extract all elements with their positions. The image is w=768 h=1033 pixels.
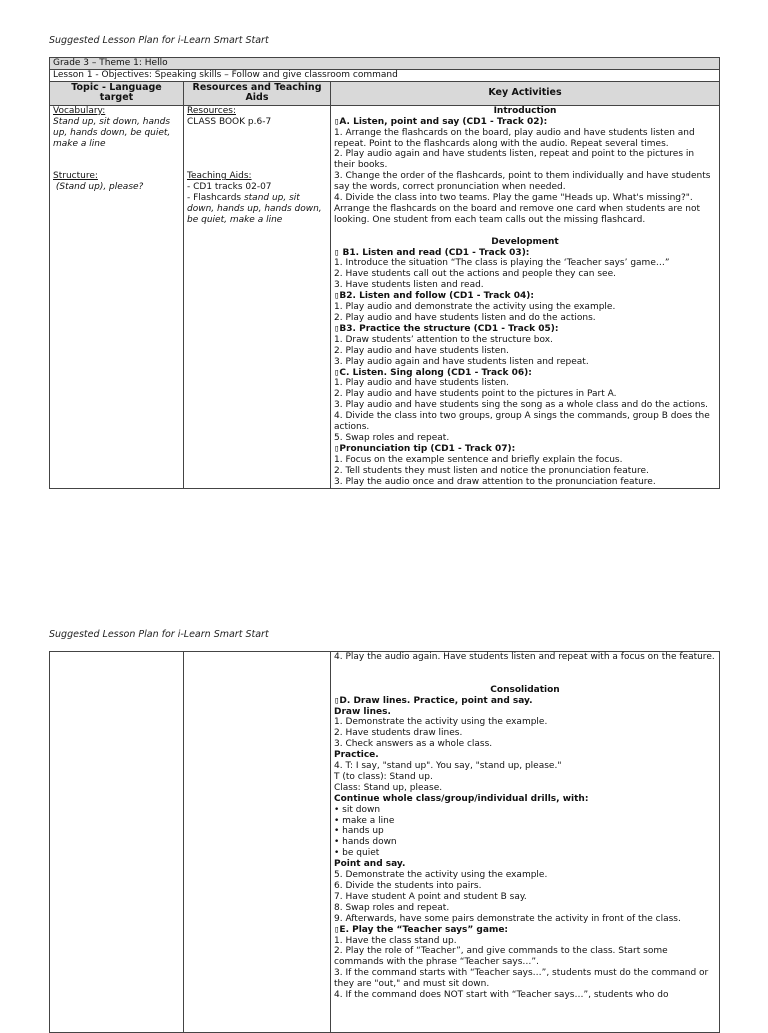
activity-c-heading: ▯C. Listen. Sing along (CD1 - Track 06): xyxy=(334,367,532,378)
pronunciation-tip-heading: ▯Pronunciation tip (CD1 - Track 07): xyxy=(334,443,516,454)
activity-b3-heading: ▯B3. Practice the structure (CD1 - Track 05): xyxy=(334,323,559,334)
draw-lines-steps xyxy=(334,717,716,750)
introduction-title: Introduction xyxy=(493,105,557,116)
activity-b1-heading: ▯ B1. Listen and read (CD1 - Track 03): xyxy=(334,247,530,258)
step-line: 5. Swap roles and repeat. xyxy=(334,432,450,443)
drills-items xyxy=(334,805,716,860)
activity-b2-heading: ▯B2. Listen and follow (CD1 - Track 04): xyxy=(334,291,534,302)
pronunciation-step-4: 4. Play the audio again. Have students listen and repeat with a focus on the feature. xyxy=(334,652,715,662)
step-line: 3. Change the order of the flashcards, point to them individually and have students say the words, correct pronunciation when needed. xyxy=(334,171,711,193)
step-line: 2. Have students draw lines. xyxy=(334,728,463,739)
column-header-activities: Key Activities xyxy=(331,81,720,105)
step-line: 7. Have student A point and student B say. xyxy=(334,891,527,902)
lesson-plan-table xyxy=(49,57,720,489)
step-line: 8. Swap roles and repeat. xyxy=(334,902,450,913)
step-line: 4. Divide the class into two groups, group A sings the commands, group B does the actions. xyxy=(334,411,710,433)
lesson-objective-row: Lesson 1 - Objectives: Speaking skills – Follow and give classroom command xyxy=(50,69,720,81)
resources-title: Resources: xyxy=(187,105,236,116)
activity-e-heading: ▯E. Play the “Teacher says” game: xyxy=(334,924,509,935)
consolidation-title: Consolidation xyxy=(490,684,560,695)
page-header-2: Suggested Lesson Plan for i-Learn Smart Start xyxy=(49,629,269,640)
step-line: T (to class): Stand up. xyxy=(334,771,433,782)
draw-lines-heading: Draw lines. xyxy=(334,706,391,717)
step-line: 6. Divide the students into pairs. xyxy=(334,881,482,891)
step-line: 9. Afterwards, have some pairs demonstrate the activity in front of the class. xyxy=(334,913,681,924)
resources-cell xyxy=(184,105,331,488)
step-line: 1. Play audio and demonstrate the activity using the example. xyxy=(334,302,616,313)
step-line: 2. Have students call out the actions and people they can see. xyxy=(334,269,616,280)
activity-b1-steps xyxy=(334,258,716,291)
teaching-aids-flashcards: - Flashcards stand up, sit down, hands up, hands down, be quiet, make a line xyxy=(187,193,322,225)
step-line: 1. Arrange the flashcards on the board, play audio and have students listen and repeat. Point to the flashcards along with the audio. Repeat several times. xyxy=(334,127,695,149)
step-line: 5. Demonstrate the activity using the example. xyxy=(334,870,548,881)
topic-cell xyxy=(50,105,184,488)
activity-b3-steps xyxy=(334,335,716,368)
step-line: • sit down xyxy=(334,804,381,815)
point-and-say-heading: Point and say. xyxy=(334,859,406,870)
step-line: 3. Play audio again and have students listen and repeat. xyxy=(334,356,589,367)
grade-theme-row: Grade 3 – Theme 1: Hello xyxy=(50,58,720,70)
activity-c-steps xyxy=(334,378,716,443)
step-line: 2. Play audio and have students listen. xyxy=(334,345,509,356)
column-header-topic: Topic - Language target xyxy=(50,81,184,105)
activities-cell xyxy=(331,105,720,488)
lesson-plan-table-continued xyxy=(49,651,720,1033)
practice-heading: Practice. xyxy=(334,750,379,761)
step-line: 1. Play audio and have students listen. xyxy=(334,378,509,389)
step-line: 2. Play audio and have students point to the pictures in Part A. xyxy=(334,389,617,400)
step-line: 4. If the command does NOT start with “Teacher says…”, students who do xyxy=(334,990,669,1001)
teaching-aids-tracks: - CD1 tracks 02-07 xyxy=(187,182,272,193)
teaching-aids-title: Teaching Aids: xyxy=(187,171,252,182)
step-line: 2. Tell students they must listen and notice the pronunciation feature. xyxy=(334,465,649,476)
resources-cell-continued xyxy=(184,652,331,1033)
step-line: 3. Have students listen and read. xyxy=(334,280,484,291)
development-title: Development xyxy=(491,236,559,247)
resources-text: CLASS BOOK p.6-7 xyxy=(187,116,272,127)
step-line: 3. Play audio and have students sing the song as a whole class and do the actions. xyxy=(334,400,709,411)
step-line: 3. Check answers as a whole class. xyxy=(334,739,493,750)
topic-cell-continued xyxy=(50,652,184,1033)
vocabulary-items: Stand up, sit down, hands up, hands down, be quiet, make a line xyxy=(53,116,171,149)
step-line: 2. Play the role of “Teacher”, and give commands to the class. Start some commands with the phrase “Teacher says…”. xyxy=(334,946,668,968)
step-line: 2. Play audio and have students listen and do the actions. xyxy=(334,313,596,324)
step-line: 3. If the command starts with “Teacher says…”, students must do the command or they are "out," and must sit down. xyxy=(334,968,709,990)
practice-steps xyxy=(334,761,716,794)
step-line: 2. Play audio again and have students listen, repeat and point to the pictures in their books. xyxy=(334,149,695,171)
step-line: • make a line xyxy=(334,815,395,826)
step-line: • hands down xyxy=(334,837,397,848)
activity-d-heading: ▯D. Draw lines. Practice, point and say. xyxy=(334,695,533,706)
activity-a-steps xyxy=(334,128,716,226)
activity-a-heading: ▯A. Listen, point and say (CD1 - Track 02): xyxy=(334,116,548,127)
step-line: 1. Introduce the situation “The class is playing the ‘Teacher says’ game…” xyxy=(334,258,670,269)
activities-cell-continued xyxy=(331,652,720,1033)
page-header: Suggested Lesson Plan for i-Learn Smart Start xyxy=(49,35,269,46)
point-and-say-steps xyxy=(334,870,716,925)
step-line: 4. T: I say, "stand up". You say, "stand up, please." xyxy=(334,761,562,772)
step-line: • hands up xyxy=(334,826,384,837)
step-line: 4. Divide the class into two teams. Play the game "Heads up. What's missing?". Arrange the flashcards on the board and remove one card when students are not looking. One student from each team calls out the missing flashcard. xyxy=(334,193,701,225)
step-line: 3. Play the audio once and draw attention to the pronunciation feature. xyxy=(334,476,656,487)
step-line: 1. Have the class stand up. xyxy=(334,935,457,946)
activity-b2-steps xyxy=(334,302,716,324)
step-line: Class: Stand up, please. xyxy=(334,782,443,793)
column-header-resources: Resources and Teaching Aids xyxy=(184,81,331,105)
pronunciation-tip-steps xyxy=(334,455,716,488)
structure-text: (Stand up), please? xyxy=(53,182,144,193)
step-line: • be quiet xyxy=(334,848,380,859)
step-line: 1. Draw students’ attention to the structure box. xyxy=(334,334,553,345)
vocabulary-title: Vocabulary: xyxy=(53,105,106,116)
drills-heading: Continue whole class/group/individual drills, with: xyxy=(334,793,589,804)
structure-title: Structure: xyxy=(53,171,98,182)
activity-e-steps xyxy=(334,936,716,1001)
step-line: 1. Focus on the example sentence and briefly explain the focus. xyxy=(334,454,623,465)
step-line: 1. Demonstrate the activity using the example. xyxy=(334,717,548,728)
